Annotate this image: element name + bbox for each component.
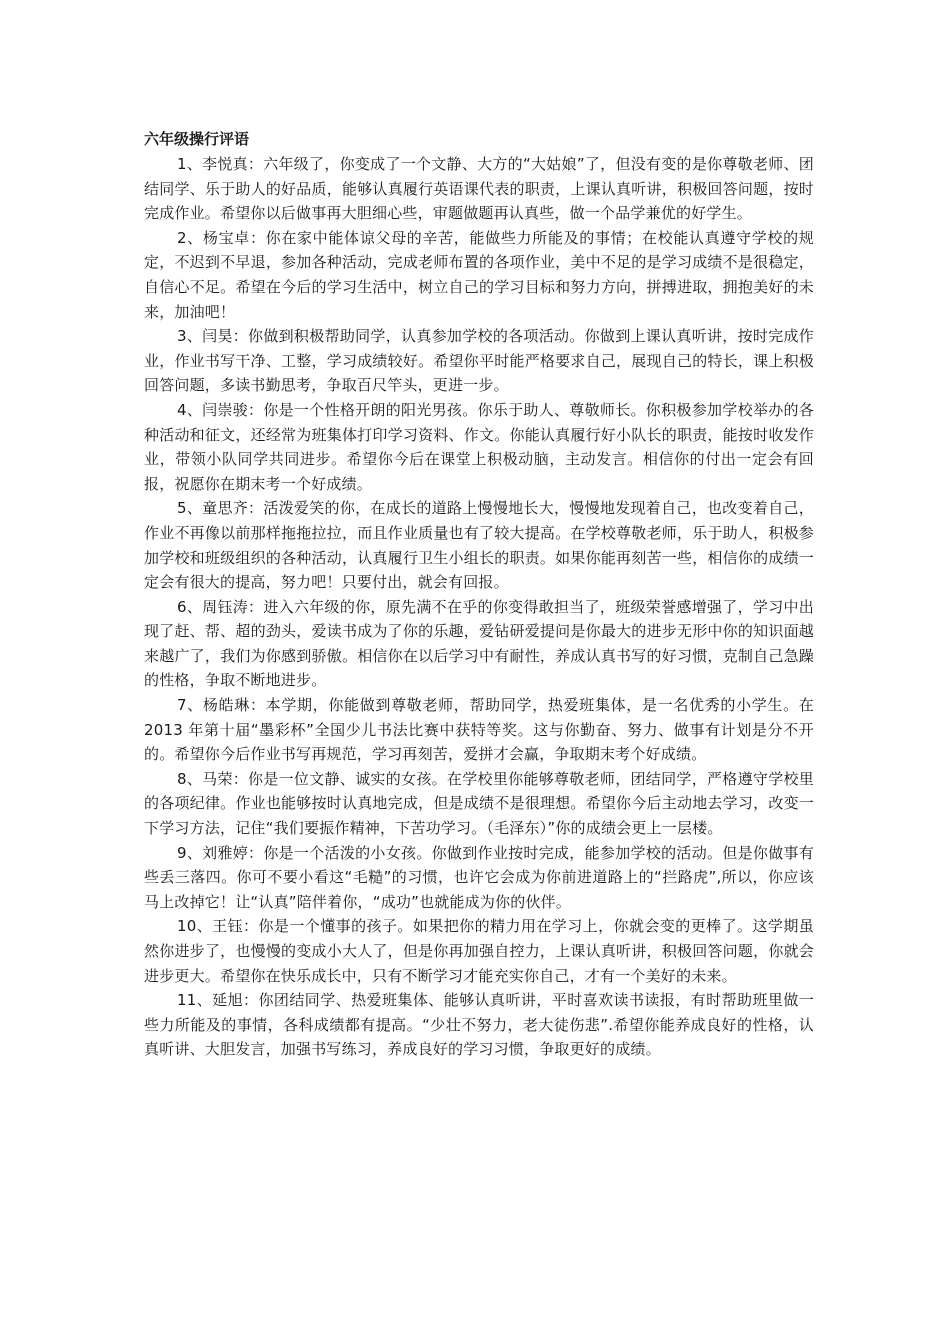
document-page [144, 127, 814, 1062]
paragraph-6: 6、周钰涛：进入六年级的你，原先满不在乎的你变得敢担当了，班级荣誉感增强了，学习中出现了赶、帮、超的劲头，爱读书成为了你的乐趣，爱钻研爱提问是你最大的进步无形中你的知识面越来越广了，我们为你感到骄傲。相信你在以后学习中有耐性，养成认真书写的好习惯，克制自己急躁的性格，争取不断地进步。 [144, 597, 814, 690]
paragraph-5: 5、童思齐：活泼爱笑的你，在成长的道路上慢慢地长大，慢慢地发现着自己，也改变着自己，作业不再像以前那样拖拖拉拉，而且作业质量也有了较大提高。在学校尊敬老师，乐于助人，积极参加学校和班级组织的各种活动，认真履行卫生小组长的职责。如果你能再刻苦一些，相信你的成绩一定会有很大的提高，努力吧！只要付出，就会有回报。 [144, 499, 814, 592]
paragraph-7: 7、杨皓琳：本学期，你能做到尊敬老师，帮助同学，热爱班集体，是一名优秀的小学生。在 2013 年第十届“墨彩杯”全国少儿书法比赛中获特等奖。这与你勤奋、努力、做事有计划是分不开的。希望你今后作业书写再规范，学习再刻苦，爱拼才会赢，争取期末考个好成绩。 [144, 696, 814, 764]
paragraph-8: 8、马荣：你是一位文静、诚实的女孩。在学校里你能够尊敬老师，团结同学，严格遵守学校里的各项纪律。作业也能够按时认真地完成，但是成绩不是很理想。希望你今后主动地去学习，改变一下学习方法，记住“我们要振作精神，下苦功学习。（毛泽东）”你的成绩会更上一层楼。 [144, 769, 814, 838]
paragraph-1: 1、李悦真：六年级了，你变成了一个文静、大方的“大姑娘”了，但没有变的是你尊敬老师、团结同学、乐于助人的好品质，能够认真履行英语课代表的职责，上课认真听讲，积极回答问题，按时完成作业。希望你以后做事再大胆细心些，审题做题再认真些，做一个品学兼优的好学生。 [144, 155, 814, 223]
document-title: 六年级操行评语 [144, 130, 250, 148]
paragraph-2: 2、杨宝卓：你在家中能体谅父母的辛苦，能做些力所能及的事情；在校能认真遵守学校的规定，不迟到不早退，参加各种活动，完成老师布置的各项作业，美中不足的是学习成绩不是很稳定，自信心不足。希望在今后的学习生活中，树立自己的学习目标和努力方向，拼搏进取，拥抱美好的未来，加油吧！ [144, 228, 814, 321]
paragraph-3: 3、闫昊：你做到积极帮助同学，认真参加学校的各项活动。你做到上课认真听讲，按时完成作业，作业书写干净、工整，学习成绩较好。希望你平时能严格要求自己，展现自己的特长，课上积极回答问题，多读书勤思考，争取百尺竿头，更进一步。 [144, 327, 814, 395]
paragraph-9: 9、刘雅婷：你是一个活泼的小女孩。你做到作业按时完成，能参加学校的活动。但是你做事有些丢三落四。你可不要小看这“毛糙”的习惯，也许它会成为你前进道路上的“拦路虎”,所以，你应该马上改掉它！让“认真”陪伴着你，“成功”也就能成为你的伙伴。 [144, 843, 814, 911]
paragraph-4: 4、闫崇骏：你是一个性格开朗的阳光男孩。你乐于助人、尊敬师长。你积极参加学校举办的各种活动和征文，还经常为班集体打印学习资料、作文。你能认真履行好小队长的职责，能按时收发作业，带领小队同学共同进步。希望你今后在课堂上积极动脑，主动发言。相信你的付出一定会有回报，祝愿你在期末考一个好成绩。 [144, 400, 814, 493]
paragraph-11: 11、延旭：你团结同学、热爱班集体、能够认真听讲，平时喜欢读书读报，有时帮助班里做一些力所能及的事情，各科成绩都有提高。“少壮不努力，老大徒伤悲”.希望你能养成良好的性格，认真听讲、大胆发言，加强书写练习，养成良好的学习习惯，争取更好的成绩。 [144, 991, 814, 1059]
paragraph-10: 10、王钰：你是一个懂事的孩子。如果把你的精力用在学习上，你就会变的更棒了。这学期虽然你进步了，也慢慢的变成小大人了，但是你再加强自控力，上课认真听讲，积极回答问题，你就会进步更大。希望你在快乐成长中，只有不断学习才能充实你自己，才有一个美好的未来。 [144, 917, 814, 985]
